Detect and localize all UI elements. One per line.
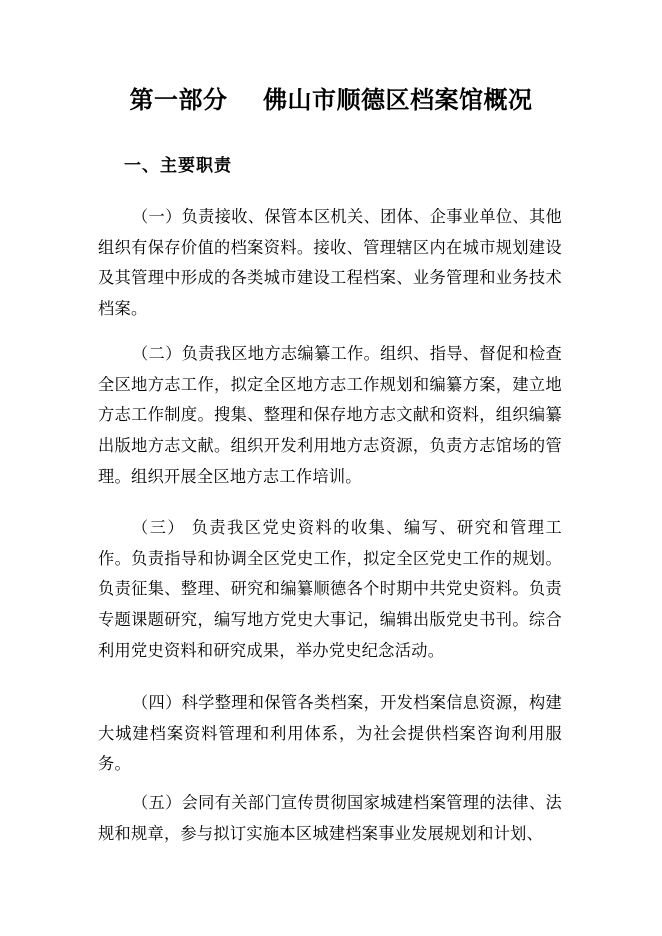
paragraph-5: （五）会同有关部门宣传贯彻国家城建档案管理的法律、法规和规章，参与拟订实施本区城建档案事业发展规划和计划、 (98, 793, 562, 843)
paragraph-4: （四）科学整理和保管各类档案，开发档案信息资源，构建大城建档案资料管理和利用体系，为社会提供档案咨询利用服务。 (98, 693, 562, 774)
section-heading: 一、主要职责 (124, 156, 232, 176)
paragraph-3: （三） 负责我区党史资料的收集、编写、研究和管理工作。负责指导和协调全区党史工作，拟定全区党史工作的规划。负责征集、整理、研究和编纂顺德各个时期中共党史资料。负责专题课题研究，编写地方党史大事记，编辑出版党史书刊。综合利用党史资料和研究成果，举办党史纪念活动。 (98, 518, 562, 660)
page-title: 第一部分 佛山市顺德区档案馆概况 (129, 86, 533, 114)
paragraph-1: （一）负责接收、保管本区机关、团体、企事业单位、其他组织有保存价值的档案资料。接收、管理辖区内在城市规划建设及其管理中形成的各类城市建设工程档案、业务管理和业务技术档案。 (98, 207, 562, 318)
paragraph-2: （二）负责我区地方志编纂工作。组织、指导、督促和检查全区地方志工作，拟定全区地方志工作规划和编纂方案，建立地方志工作制度。搜集、整理和保存地方志文献和资料，组织编纂出版地方志文献。组织开发利用地方志资源，负责方志馆场的管理。组织开展全区地方志工作培训。 (98, 344, 562, 486)
